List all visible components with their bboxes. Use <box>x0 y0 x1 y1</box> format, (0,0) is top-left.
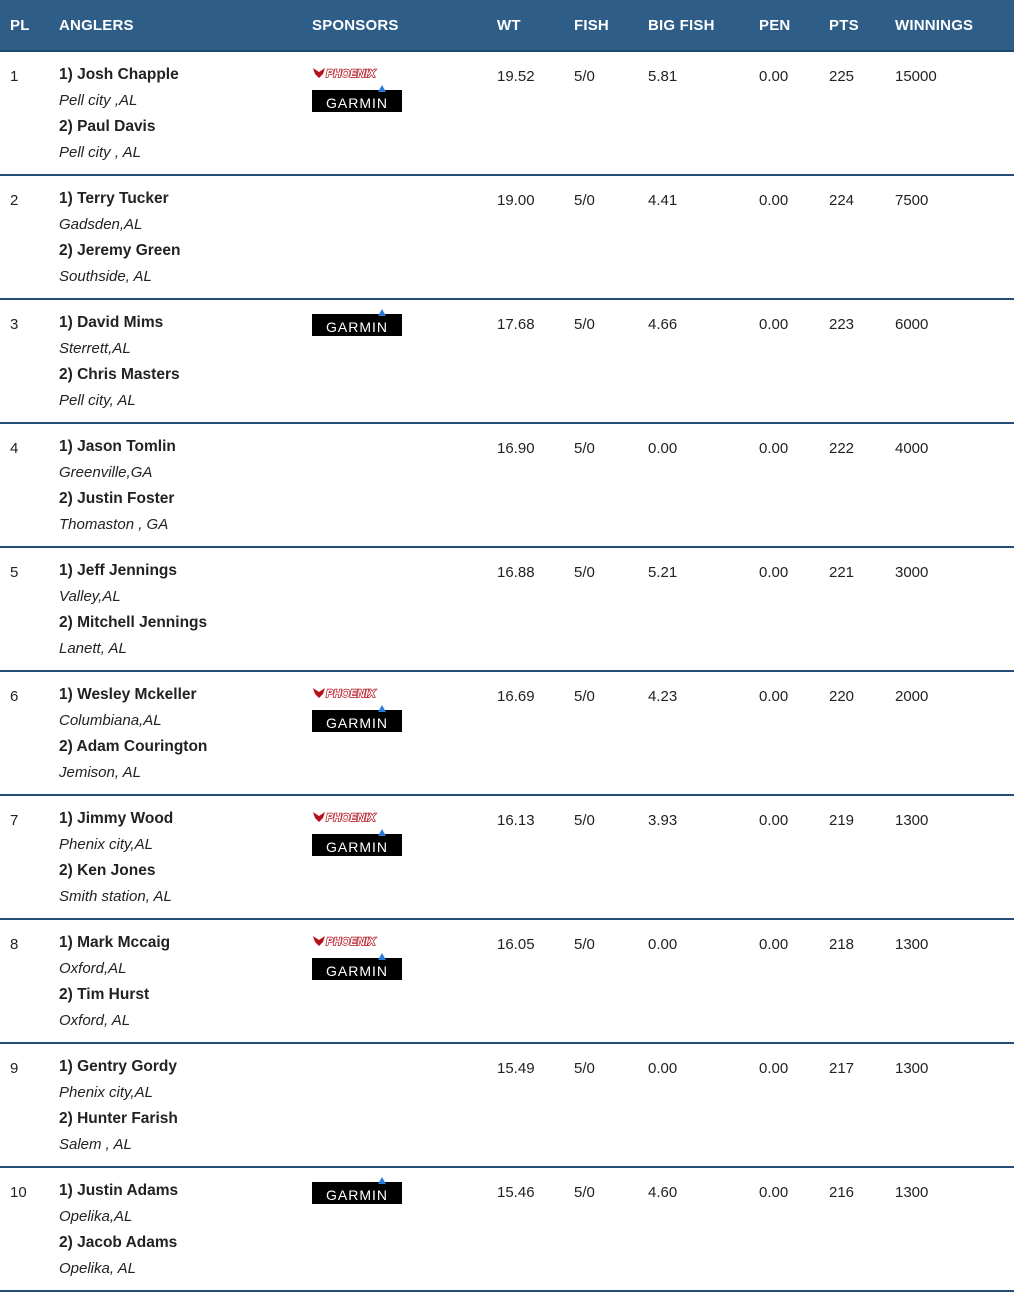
penalty-cell: 0.00 <box>759 192 789 209</box>
angler-1-city: Sterrett,AL <box>59 340 131 357</box>
angler-1-city: Phenix city,AL <box>59 1084 153 1101</box>
angler-2-city: Pell city, AL <box>59 392 136 409</box>
points-cell: 224 <box>829 192 855 209</box>
penalty-cell: 0.00 <box>759 316 789 333</box>
place-cell: 3 <box>10 316 19 333</box>
points-cell: 225 <box>829 68 855 85</box>
angler-1-name[interactable]: 1) Justin Adams <box>59 1182 179 1199</box>
place-cell: 9 <box>10 1060 19 1077</box>
place-cell: 7 <box>10 812 19 829</box>
table-row <box>0 176 1014 300</box>
fish-cell: 5/0 <box>574 812 595 829</box>
points-cell: 219 <box>829 812 855 829</box>
penalty-cell: 0.00 <box>759 564 789 581</box>
angler-2-city: Smith station, AL <box>59 888 172 905</box>
fish-cell: 5/0 <box>574 1060 595 1077</box>
angler-1-name[interactable]: 1) David Mims <box>59 314 164 331</box>
col-wt[interactable]: WT <box>497 17 521 34</box>
table-row <box>0 1168 1014 1292</box>
winnings-cell: 15000 <box>895 68 937 85</box>
col-big-fish[interactable]: BIG FISH <box>648 17 715 34</box>
phoenix-logo-text: PHOENIX <box>326 688 376 700</box>
angler-1-name[interactable]: 1) Gentry Gordy <box>59 1058 177 1075</box>
angler-1-name[interactable]: 1) Josh Chapple <box>59 66 179 83</box>
angler-2-city: Opelika, AL <box>59 1260 136 1277</box>
weight-cell: 19.00 <box>497 192 535 209</box>
garmin-logo-text: GARMIN <box>326 715 388 731</box>
angler-1-name[interactable]: 1) Terry Tucker <box>59 190 169 207</box>
place-cell: 8 <box>10 936 19 953</box>
garmin-triangle-icon <box>378 85 386 92</box>
winnings-cell: 1300 <box>895 1060 929 1077</box>
points-cell: 217 <box>829 1060 855 1077</box>
weight-cell: 17.68 <box>497 316 535 333</box>
garmin-triangle-icon <box>378 953 386 960</box>
table-row <box>0 300 1014 424</box>
winnings-cell: 1300 <box>895 1184 929 1201</box>
penalty-cell: 0.00 <box>759 936 789 953</box>
place-cell: 6 <box>10 688 19 705</box>
place-cell: 4 <box>10 440 19 457</box>
garmin-logo-text: GARMIN <box>326 1187 388 1203</box>
garmin-logo-icon <box>312 710 402 732</box>
angler-2-name[interactable]: 2) Jacob Adams <box>59 1234 178 1251</box>
angler-1-name[interactable]: 1) Mark Mccaig <box>59 934 171 951</box>
garmin-triangle-icon <box>378 829 386 836</box>
place-cell: 2 <box>10 192 19 209</box>
table-header <box>0 0 1014 52</box>
garmin-logo-icon <box>312 958 402 980</box>
big-fish-cell: 5.21 <box>648 564 678 581</box>
angler-2-name[interactable]: 2) Jeremy Green <box>59 242 181 259</box>
angler-1-name[interactable]: 1) Wesley Mckeller <box>59 686 197 703</box>
fish-cell: 5/0 <box>574 440 595 457</box>
big-fish-cell: 0.00 <box>648 440 678 457</box>
phoenix-logo-icon <box>312 685 398 701</box>
angler-2-city: Jemison, AL <box>59 764 141 781</box>
weight-cell: 16.69 <box>497 688 535 705</box>
angler-1-city: Oxford,AL <box>59 960 127 977</box>
table-row <box>0 672 1014 796</box>
angler-2-city: Salem , AL <box>59 1136 132 1153</box>
angler-2-name[interactable]: 2) Justin Foster <box>59 490 175 507</box>
table-body <box>0 52 1014 1292</box>
garmin-logo-icon <box>312 1182 402 1204</box>
angler-2-name[interactable]: 2) Paul Davis <box>59 118 156 135</box>
winnings-cell: 3000 <box>895 564 929 581</box>
angler-2-name[interactable]: 2) Chris Masters <box>59 366 180 383</box>
garmin-triangle-icon <box>378 705 386 712</box>
garmin-logo-icon <box>312 314 402 336</box>
phoenix-logo-icon <box>312 933 398 949</box>
winnings-cell: 1300 <box>895 936 929 953</box>
phoenix-logo-text: PHOENIX <box>326 68 376 80</box>
col-pl[interactable]: PL <box>10 17 30 34</box>
phoenix-logo-text: PHOENIX <box>326 936 376 948</box>
big-fish-cell: 4.23 <box>648 688 678 705</box>
angler-2-city: Oxford, AL <box>59 1012 131 1029</box>
table-row <box>0 52 1014 176</box>
garmin-logo-icon <box>312 90 402 112</box>
winnings-cell: 4000 <box>895 440 929 457</box>
table-row <box>0 796 1014 920</box>
garmin-logo-text: GARMIN <box>326 95 388 111</box>
big-fish-cell: 0.00 <box>648 1060 678 1077</box>
col-pen[interactable]: PEN <box>759 17 791 34</box>
angler-2-city: Lanett, AL <box>59 640 127 657</box>
big-fish-cell: 4.41 <box>648 192 678 209</box>
garmin-logo-text: GARMIN <box>326 839 388 855</box>
angler-2-city: Southside, AL <box>59 268 152 285</box>
weight-cell: 15.46 <box>497 1184 535 1201</box>
angler-1-city: Valley,AL <box>59 588 121 605</box>
penalty-cell: 0.00 <box>759 1184 789 1201</box>
weight-cell: 19.52 <box>497 68 535 85</box>
angler-1-city: Gadsden,AL <box>59 216 143 233</box>
angler-1-name[interactable]: 1) Jeff Jennings <box>59 562 177 579</box>
angler-1-city: Greenville,GA <box>59 464 153 481</box>
angler-2-name[interactable]: 2) Tim Hurst <box>59 986 150 1003</box>
angler-1-city: Opelika,AL <box>59 1208 133 1225</box>
fish-cell: 5/0 <box>574 1184 595 1201</box>
table-row <box>0 424 1014 548</box>
big-fish-cell: 4.60 <box>648 1184 678 1201</box>
penalty-cell: 0.00 <box>759 68 789 85</box>
col-anglers[interactable]: ANGLERS <box>59 17 134 34</box>
points-cell: 221 <box>829 564 855 581</box>
fish-cell: 5/0 <box>574 936 595 953</box>
penalty-cell: 0.00 <box>759 688 789 705</box>
phoenix-logo-icon <box>312 809 398 825</box>
col-fish[interactable]: FISH <box>574 17 609 34</box>
angler-2-name[interactable]: 2) Hunter Farish <box>59 1110 178 1127</box>
points-cell: 218 <box>829 936 855 953</box>
fish-cell: 5/0 <box>574 688 595 705</box>
weight-cell: 16.88 <box>497 564 535 581</box>
fish-cell: 5/0 <box>574 316 595 333</box>
place-cell: 1 <box>10 68 19 85</box>
fish-cell: 5/0 <box>574 68 595 85</box>
angler-2-name[interactable]: 2) Adam Courington <box>59 738 208 755</box>
garmin-triangle-icon <box>378 309 386 316</box>
angler-2-name[interactable]: 2) Mitchell Jennings <box>59 614 208 631</box>
angler-1-name[interactable]: 1) Jimmy Wood <box>59 810 174 827</box>
place-cell: 5 <box>10 564 19 581</box>
col-winnings[interactable]: WINNINGS <box>895 17 974 34</box>
angler-2-city: Pell city , AL <box>59 144 141 161</box>
winnings-cell: 6000 <box>895 316 929 333</box>
fish-cell: 5/0 <box>574 564 595 581</box>
garmin-logo-icon <box>312 834 402 856</box>
angler-1-name[interactable]: 1) Jason Tomlin <box>59 438 176 455</box>
big-fish-cell: 0.00 <box>648 936 678 953</box>
angler-1-city: Columbiana,AL <box>59 712 162 729</box>
col-pts[interactable]: PTS <box>829 17 859 34</box>
garmin-logo-text: GARMIN <box>326 319 388 335</box>
points-cell: 220 <box>829 688 855 705</box>
phoenix-logo-icon <box>312 65 398 81</box>
big-fish-cell: 4.66 <box>648 316 678 333</box>
angler-2-city: Thomaston , GA <box>59 516 169 533</box>
garmin-triangle-icon <box>378 1177 386 1184</box>
penalty-cell: 0.00 <box>759 812 789 829</box>
table-row <box>0 548 1014 672</box>
place-cell: 10 <box>10 1184 27 1201</box>
points-cell: 216 <box>829 1184 855 1201</box>
winnings-cell: 7500 <box>895 192 929 209</box>
penalty-cell: 0.00 <box>759 440 789 457</box>
angler-1-city: Pell city ,AL <box>59 92 138 109</box>
points-cell: 223 <box>829 316 855 333</box>
garmin-logo-text: GARMIN <box>326 963 388 979</box>
weight-cell: 16.13 <box>497 812 535 829</box>
weight-cell: 16.90 <box>497 440 535 457</box>
winnings-cell: 2000 <box>895 688 929 705</box>
weight-cell: 15.49 <box>497 1060 535 1077</box>
col-sponsors[interactable]: SPONSORS <box>312 17 399 34</box>
phoenix-logo-text: PHOENIX <box>326 812 376 824</box>
angler-1-city: Phenix city,AL <box>59 836 153 853</box>
angler-2-name[interactable]: 2) Ken Jones <box>59 862 156 879</box>
table-row <box>0 1044 1014 1168</box>
big-fish-cell: 3.93 <box>648 812 678 829</box>
points-cell: 222 <box>829 440 855 457</box>
penalty-cell: 0.00 <box>759 1060 789 1077</box>
table-row <box>0 920 1014 1044</box>
big-fish-cell: 5.81 <box>648 68 678 85</box>
winnings-cell: 1300 <box>895 812 929 829</box>
weight-cell: 16.05 <box>497 936 535 953</box>
fish-cell: 5/0 <box>574 192 595 209</box>
